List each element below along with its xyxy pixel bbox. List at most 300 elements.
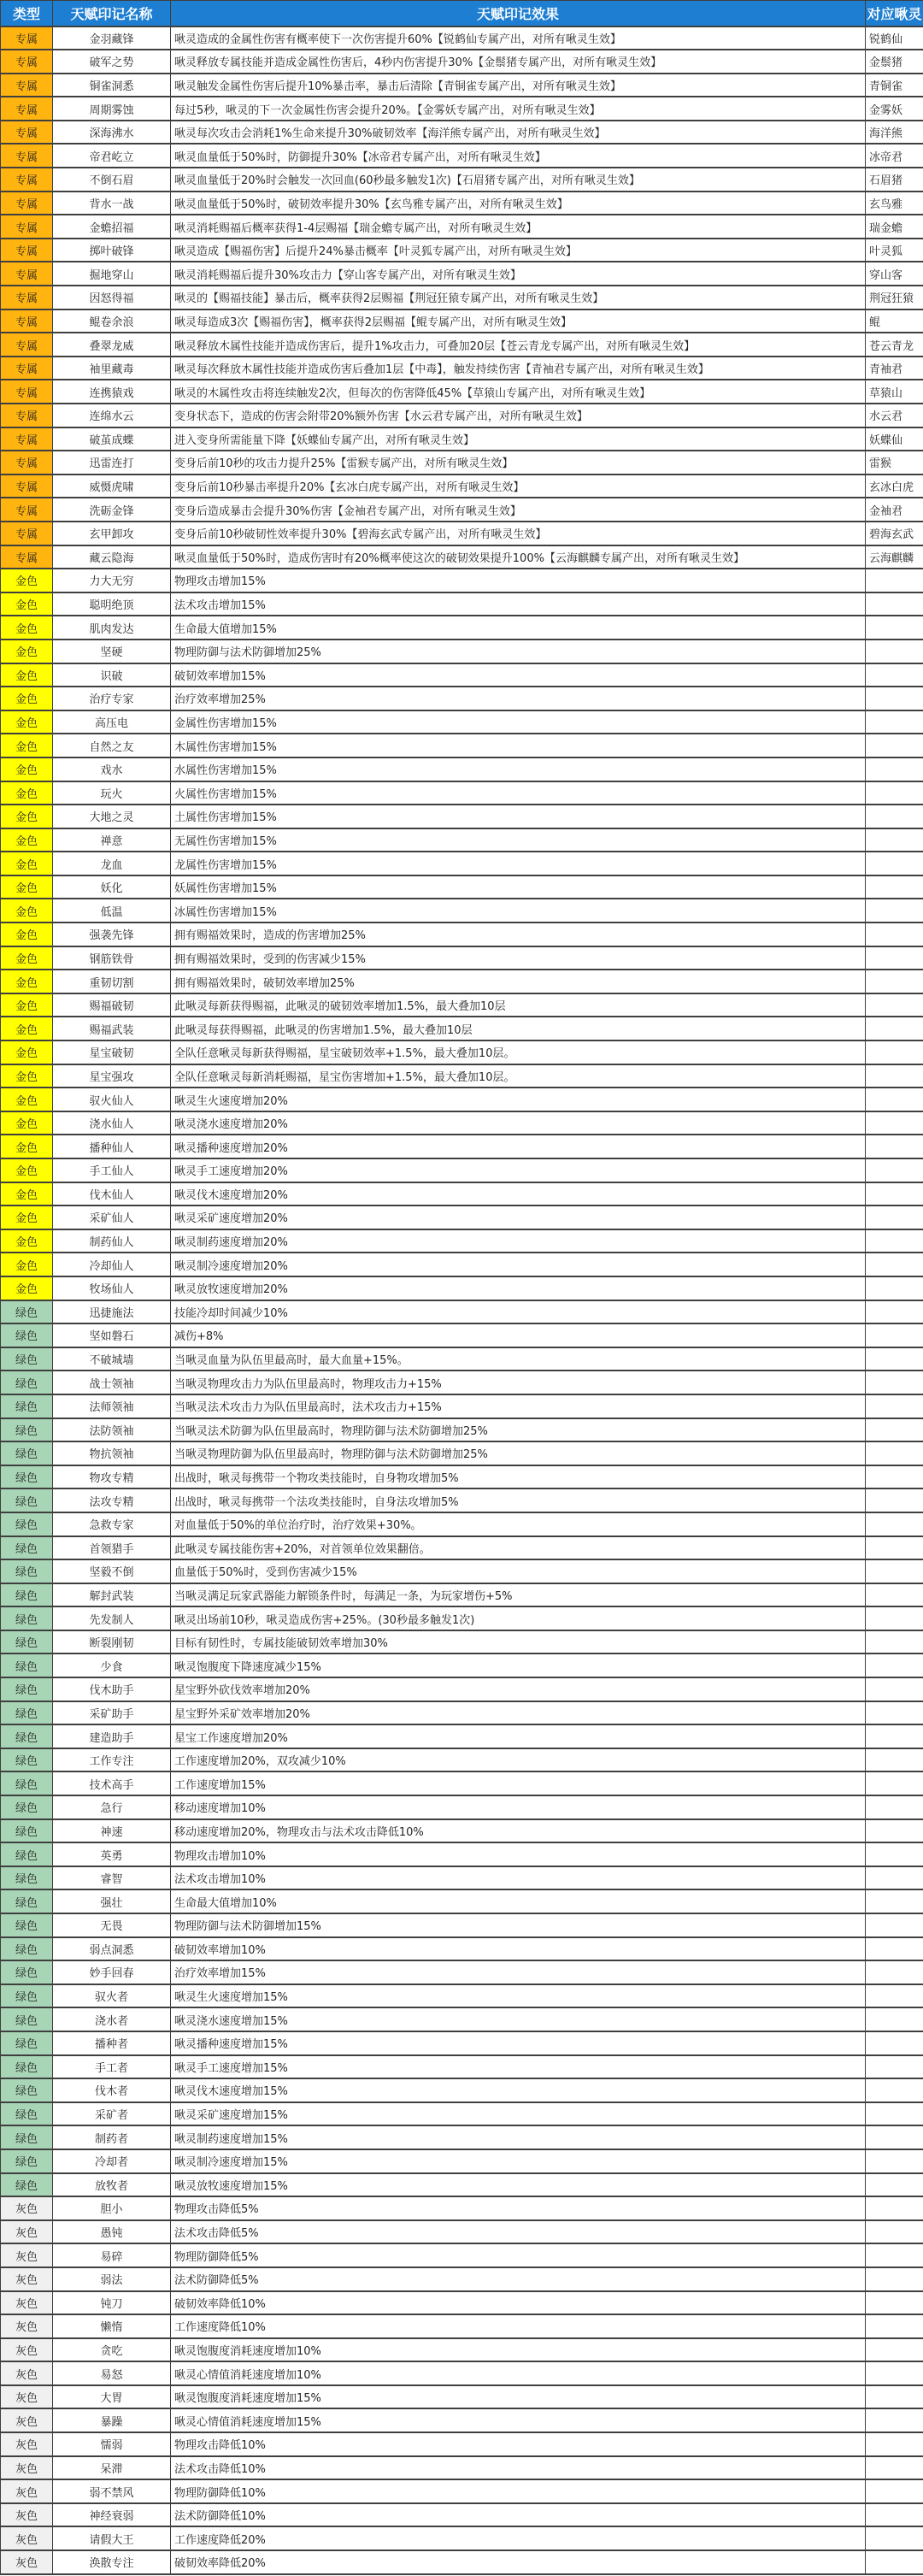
type-cell: 专属 — [1, 215, 53, 239]
type-cell: 绿色 — [1, 1583, 53, 1607]
effect-cell: 全队任意啾灵每新获得赐福，星宝破韧效率+1.5%，最大叠加10层。 — [171, 1040, 866, 1064]
name-cell: 伐木仙人 — [53, 1182, 171, 1206]
type-cell: 专属 — [1, 192, 53, 215]
name-cell: 神经衰弱 — [53, 2503, 171, 2527]
name-cell: 呆滞 — [53, 2456, 171, 2480]
pet-cell — [866, 2055, 923, 2079]
effect-cell: 啾灵手工速度增加20% — [171, 1158, 866, 1182]
table-row — [1, 2526, 923, 2550]
table-row — [1, 1088, 923, 1111]
table-row — [1, 1795, 923, 1819]
name-cell: 金羽藏锋 — [53, 27, 171, 50]
effect-cell: 工作速度增加15% — [171, 1771, 866, 1795]
name-cell: 强壮 — [53, 1889, 171, 1913]
type-cell: 绿色 — [1, 1559, 53, 1583]
table-row — [1, 1253, 923, 1276]
table-row — [1, 1653, 923, 1677]
pet-cell — [866, 2385, 923, 2409]
table-row — [1, 333, 923, 357]
name-cell: 贪吃 — [53, 2338, 171, 2362]
effect-cell: 啾灵制药速度增加20% — [171, 1229, 866, 1253]
table-row — [1, 828, 923, 852]
type-cell: 金色 — [1, 1135, 53, 1158]
name-cell: 采矿者 — [53, 2102, 171, 2126]
table-row — [1, 1205, 923, 1229]
table-row — [1, 710, 923, 734]
table-row — [1, 2267, 923, 2291]
table-row — [1, 2338, 923, 2362]
type-cell: 金色 — [1, 640, 53, 663]
table-row — [1, 1347, 923, 1371]
table-row — [1, 2007, 923, 2031]
effect-cell: 生命最大值增加15% — [171, 616, 866, 640]
table-row — [1, 1724, 923, 1748]
effect-cell: 每过5秒，啾灵的下一次金属性伤害会提升20%。【金雾妖专属产出，对所有啾灵生效】 — [171, 97, 866, 121]
type-cell: 金色 — [1, 1182, 53, 1206]
type-cell: 专属 — [1, 144, 53, 168]
effect-cell: 当啾灵法术防御为队伍里最高时，物理防御与法术防御增加25% — [171, 1418, 866, 1442]
table-row — [1, 2078, 923, 2102]
table-row — [1, 781, 923, 805]
name-cell: 冷却仙人 — [53, 1253, 171, 1276]
type-cell: 绿色 — [1, 2055, 53, 2079]
pet-cell — [866, 828, 923, 852]
table-row — [1, 663, 923, 687]
type-cell: 绿色 — [1, 2031, 53, 2055]
pet-cell: 海洋熊 — [866, 121, 923, 144]
effect-cell: 星宝野外采矿效率增加20% — [171, 1701, 866, 1725]
table-row — [1, 2456, 923, 2480]
type-cell: 金色 — [1, 993, 53, 1017]
name-cell: 牧场仙人 — [53, 1276, 171, 1300]
table-row — [1, 1984, 923, 2008]
table-row — [1, 2361, 923, 2385]
table-row — [1, 262, 923, 286]
effect-cell: 啾灵生火速度增加20% — [171, 1088, 866, 1111]
table-row — [1, 357, 923, 380]
name-cell: 法攻专精 — [53, 1488, 171, 1512]
pet-cell — [866, 1229, 923, 1253]
pet-cell — [866, 1064, 923, 1088]
effect-cell: 工作速度降低10% — [171, 2314, 866, 2338]
type-cell: 专属 — [1, 27, 53, 50]
pet-cell — [866, 2220, 923, 2244]
name-cell: 禅意 — [53, 828, 171, 852]
name-cell: 驭火者 — [53, 1984, 171, 2008]
table-row — [1, 2314, 923, 2338]
pet-cell — [866, 1724, 923, 1748]
name-cell: 弱点洞悉 — [53, 1937, 171, 1961]
table-row — [1, 1300, 923, 1324]
table-row — [1, 852, 923, 875]
name-cell: 技术高手 — [53, 1771, 171, 1795]
effect-cell: 啾灵释放木属性技能并造成伤害后，提升1%攻击力，可叠加20层【苍云青龙专属产出，对所有啾灵生效】 — [171, 333, 866, 357]
pet-cell — [866, 1394, 923, 1418]
type-cell: 金色 — [1, 663, 53, 687]
name-cell: 伐木助手 — [53, 1677, 171, 1701]
name-cell: 采矿仙人 — [53, 1205, 171, 1229]
pet-cell: 玄鸟雅 — [866, 192, 923, 215]
effect-cell: 啾灵伐木速度增加20% — [171, 1182, 866, 1206]
type-cell: 专属 — [1, 357, 53, 380]
effect-cell: 啾灵每次攻击会消耗1%生命来提升30%破韧效率【海洋熊专属产出，对所有啾灵生效】 — [171, 121, 866, 144]
pet-cell: 金鬃猪 — [866, 50, 923, 74]
pet-cell — [866, 1984, 923, 2008]
effect-cell: 全队任意啾灵每新消耗赐福，星宝伤害增加+1.5%，最大叠加10层。 — [171, 1064, 866, 1088]
name-cell: 星宝强攻 — [53, 1064, 171, 1088]
pet-cell — [866, 1111, 923, 1135]
type-cell: 绿色 — [1, 1819, 53, 1843]
name-cell: 因怒得福 — [53, 286, 171, 309]
pet-cell — [866, 1488, 923, 1512]
table-row — [1, 1158, 923, 1182]
type-cell: 专属 — [1, 309, 53, 333]
effect-cell: 变身后前10秒的攻击力提升25%【雷猴专属产出，对所有啾灵生效】 — [171, 451, 866, 475]
type-cell: 绿色 — [1, 1960, 53, 1984]
effect-cell: 啾灵每次释放木属性技能并造成伤害后叠加1层【中毒】，触发持续伤害【青袖君专属产出，对所有啾灵生效】 — [171, 357, 866, 380]
pet-cell — [866, 2456, 923, 2480]
effect-cell: 啾灵制冷速度增加15% — [171, 2149, 866, 2173]
name-cell: 制药者 — [53, 2125, 171, 2149]
name-cell: 聪明绝顶 — [53, 592, 171, 616]
effect-cell: 啾灵饱腹度消耗速度增加15% — [171, 2385, 866, 2409]
type-cell: 金色 — [1, 1158, 53, 1182]
pet-cell — [866, 1701, 923, 1725]
effect-cell: 当啾灵血量为队伍里最高时，最大血量+15%。 — [171, 1347, 866, 1371]
effect-cell: 啾灵采矿速度增加15% — [171, 2102, 866, 2126]
effect-cell: 啾灵采矿速度增加20% — [171, 1205, 866, 1229]
name-cell: 弱法 — [53, 2267, 171, 2291]
table-row — [1, 192, 923, 215]
type-cell: 金色 — [1, 828, 53, 852]
name-cell: 涣散专注 — [53, 2550, 171, 2574]
table-row — [1, 121, 923, 144]
type-cell: 金色 — [1, 616, 53, 640]
table-row — [1, 2432, 923, 2456]
effect-cell: 啾灵释放专属技能并造成金属性伤害后，4秒内伤害提升30%【金鬃猪专属产出，对所有啾灵生效】 — [171, 50, 866, 74]
name-cell: 金蟾招福 — [53, 215, 171, 239]
effect-cell: 物理防御与法术防御增加15% — [171, 1913, 866, 1937]
table-row — [1, 1819, 923, 1843]
name-cell: 急救专家 — [53, 1512, 171, 1536]
table-row — [1, 1323, 923, 1347]
effect-cell: 物理攻击降低5% — [171, 2196, 866, 2220]
effect-cell: 拥有赐福效果时，受到的伤害减少15% — [171, 946, 866, 970]
type-cell: 灰色 — [1, 2456, 53, 2480]
type-cell: 金色 — [1, 1205, 53, 1229]
pet-cell: 冰帝君 — [866, 144, 923, 168]
table-body — [1, 27, 923, 2574]
effect-cell: 啾灵制药速度增加15% — [171, 2125, 866, 2149]
pet-cell: 草猿山 — [866, 380, 923, 404]
effect-cell: 进入变身所需能量下降【妖蝶仙专属产出，对所有啾灵生效】 — [171, 427, 866, 451]
pet-cell — [866, 1205, 923, 1229]
table-row — [1, 144, 923, 168]
name-cell: 不倒石眉 — [53, 168, 171, 192]
table-row — [1, 2385, 923, 2409]
name-cell: 坚如磐石 — [53, 1323, 171, 1347]
pet-cell: 青铜雀 — [866, 74, 923, 97]
pet-cell — [866, 1771, 923, 1795]
pet-cell — [866, 2314, 923, 2338]
table-row — [1, 74, 923, 97]
pet-cell — [866, 2526, 923, 2550]
table-row — [1, 2055, 923, 2079]
type-cell: 专属 — [1, 498, 53, 522]
table-row — [1, 1040, 923, 1064]
effect-cell: 妖属性伤害增加15% — [171, 875, 866, 899]
type-cell: 专属 — [1, 97, 53, 121]
effect-cell: 水属性伤害增加15% — [171, 757, 866, 781]
pet-cell: 叶灵狐 — [866, 239, 923, 262]
pet-cell — [866, 1677, 923, 1701]
table-row — [1, 1583, 923, 1607]
name-cell: 钢筋铁骨 — [53, 946, 171, 970]
effect-cell: 当啾灵满足玩家武器能力解锁条件时，每满足一条，为玩家增伤+5% — [171, 1583, 866, 1607]
table-row — [1, 1677, 923, 1701]
pet-cell — [866, 2291, 923, 2315]
type-cell: 专属 — [1, 168, 53, 192]
effect-cell: 龙属性伤害增加15% — [171, 852, 866, 875]
pet-cell — [866, 1583, 923, 1607]
name-cell: 神速 — [53, 1819, 171, 1843]
effect-cell: 啾灵伐木速度增加15% — [171, 2078, 866, 2102]
pet-cell — [866, 1418, 923, 1442]
name-cell: 懒惰 — [53, 2314, 171, 2338]
effect-cell: 啾灵生火速度增加15% — [171, 1984, 866, 2008]
type-cell: 灰色 — [1, 2243, 53, 2267]
type-cell: 专属 — [1, 404, 53, 427]
type-cell: 灰色 — [1, 2479, 53, 2503]
effect-cell: 工作速度降低20% — [171, 2526, 866, 2550]
table-row — [1, 946, 923, 970]
name-cell: 懦弱 — [53, 2432, 171, 2456]
type-cell: 专属 — [1, 545, 53, 569]
pet-cell: 雷猴 — [866, 451, 923, 475]
effect-cell: 破韧效率降低20% — [171, 2550, 866, 2574]
name-cell: 洗砺金锋 — [53, 498, 171, 522]
type-cell: 专属 — [1, 74, 53, 97]
name-cell: 采矿助手 — [53, 1701, 171, 1725]
table-row — [1, 1111, 923, 1135]
pet-cell — [866, 2503, 923, 2527]
pet-cell: 碧海玄武 — [866, 522, 923, 545]
pet-cell — [866, 1559, 923, 1583]
type-cell: 金色 — [1, 1017, 53, 1040]
pet-cell — [866, 734, 923, 757]
table-row — [1, 1842, 923, 1866]
pet-cell: 玄冰白虎 — [866, 475, 923, 498]
effect-cell: 移动速度增加10% — [171, 1795, 866, 1819]
name-cell: 藏云隐海 — [53, 545, 171, 569]
pet-cell — [866, 569, 923, 592]
effect-cell: 火属性伤害增加15% — [171, 781, 866, 805]
effect-cell: 当啾灵法术攻击力为队伍里最高时，法术攻击力+15% — [171, 1394, 866, 1418]
type-cell: 金色 — [1, 805, 53, 828]
name-cell: 自然之友 — [53, 734, 171, 757]
name-cell: 坚毅不倒 — [53, 1559, 171, 1583]
type-cell: 金色 — [1, 757, 53, 781]
name-cell: 铜雀洞悉 — [53, 74, 171, 97]
table-row — [1, 451, 923, 475]
pet-cell — [866, 923, 923, 946]
pet-cell — [866, 1088, 923, 1111]
type-cell: 绿色 — [1, 2078, 53, 2102]
pet-cell — [866, 1606, 923, 1630]
table-row — [1, 309, 923, 333]
table-row — [1, 2173, 923, 2197]
name-cell: 钝刀 — [53, 2291, 171, 2315]
effect-cell: 物理攻击增加15% — [171, 569, 866, 592]
effect-cell: 此啾灵每新获得赐福，此啾灵的破韧效率增加1.5%，最大叠加10层 — [171, 993, 866, 1017]
pet-cell — [866, 2196, 923, 2220]
table-row — [1, 215, 923, 239]
type-cell: 金色 — [1, 569, 53, 592]
effect-cell: 啾灵血量低于20%时会触发一次回血(60秒最多触发1次)【石眉猪专属产出，对所有啾灵生效】 — [171, 168, 866, 192]
name-cell: 鲲卷余浪 — [53, 309, 171, 333]
type-cell: 专属 — [1, 451, 53, 475]
pet-cell: 苍云青龙 — [866, 333, 923, 357]
table-row — [1, 168, 923, 192]
type-cell: 绿色 — [1, 1937, 53, 1961]
pet-cell — [866, 852, 923, 875]
name-cell: 帝君屹立 — [53, 144, 171, 168]
pet-cell — [866, 592, 923, 616]
table-row — [1, 1630, 923, 1654]
name-cell: 浇水者 — [53, 2007, 171, 2031]
table-row — [1, 1229, 923, 1253]
pet-cell — [866, 1371, 923, 1394]
pet-cell — [866, 2432, 923, 2456]
name-cell: 请假大王 — [53, 2526, 171, 2550]
effect-cell: 啾灵血量低于50%时，防御提升30%【冰帝君专属产出，对所有啾灵生效】 — [171, 144, 866, 168]
table-row — [1, 1866, 923, 1890]
table-row — [1, 475, 923, 498]
type-cell: 绿色 — [1, 1701, 53, 1725]
name-cell: 掘地穿山 — [53, 262, 171, 286]
name-cell: 法师领袖 — [53, 1394, 171, 1418]
effect-cell: 当啾灵物理攻击力为队伍里最高时，物理攻击力+15% — [171, 1371, 866, 1394]
table-row — [1, 1559, 923, 1583]
effect-cell: 变身后造成暴击会提升30%伤害【金袖君专属产出，对所有啾灵生效】 — [171, 498, 866, 522]
table-row — [1, 380, 923, 404]
effect-cell: 金属性伤害增加15% — [171, 710, 866, 734]
type-cell: 绿色 — [1, 2149, 53, 2173]
type-cell: 金色 — [1, 1111, 53, 1135]
type-cell: 专属 — [1, 427, 53, 451]
pet-cell — [866, 2550, 923, 2574]
type-cell: 金色 — [1, 710, 53, 734]
effect-cell: 啾灵每造成3次【赐福伤害】，概率获得2层赐福【鲲专属产出，对所有啾灵生效】 — [171, 309, 866, 333]
name-cell: 识破 — [53, 663, 171, 687]
type-cell: 灰色 — [1, 2503, 53, 2527]
name-cell: 赐福破韧 — [53, 993, 171, 1017]
table-row — [1, 2550, 923, 2574]
table-row — [1, 2220, 923, 2244]
effect-cell: 啾灵饱腹度下降速度减少15% — [171, 1653, 866, 1677]
effect-cell: 啾灵消耗赐福后概率获得1-4层赐福【瑞金蟾专属产出，对所有啾灵生效】 — [171, 215, 866, 239]
pet-cell: 瑞金蟾 — [866, 215, 923, 239]
table-row — [1, 1135, 923, 1158]
effect-cell: 目标有韧性时，专属技能破韧效率增加30% — [171, 1630, 866, 1654]
name-cell: 治疗专家 — [53, 687, 171, 710]
effect-cell: 啾灵造成【赐福伤害】后提升24%暴击概率【叶灵狐专属产出，对所有啾灵生效】 — [171, 239, 866, 262]
type-cell: 灰色 — [1, 2385, 53, 2409]
table-row — [1, 569, 923, 592]
name-cell: 星宝破韧 — [53, 1040, 171, 1064]
pet-cell — [866, 1630, 923, 1654]
effect-cell: 变身后前10秒暴击率提升20%【玄冰白虎专属产出，对所有啾灵生效】 — [171, 475, 866, 498]
pet-cell: 荆冠狂猿 — [866, 286, 923, 309]
effect-cell: 减伤+8% — [171, 1323, 866, 1347]
table-row — [1, 875, 923, 899]
table-row — [1, 1606, 923, 1630]
pet-cell — [866, 2007, 923, 2031]
type-cell: 绿色 — [1, 1984, 53, 2008]
effect-cell: 啾灵血量低于50%时，造成伤害时有20%概率使这次的破韧效果提升100%【云海麒麟专属产出，对所有啾灵生效】 — [171, 545, 866, 569]
effect-cell: 出战时，啾灵每携带一个法攻类技能时，自身法攻增加5% — [171, 1488, 866, 1512]
pet-cell — [866, 1512, 923, 1536]
pet-cell — [866, 1441, 923, 1465]
name-cell: 大胃 — [53, 2385, 171, 2409]
effect-cell: 当啾灵物理防御为队伍里最高时，物理防御与法术防御增加25% — [171, 1441, 866, 1465]
type-cell: 金色 — [1, 970, 53, 993]
table-row — [1, 545, 923, 569]
name-cell: 玄甲卸攻 — [53, 522, 171, 545]
type-cell: 灰色 — [1, 2526, 53, 2550]
type-cell: 金色 — [1, 923, 53, 946]
table-row — [1, 1276, 923, 1300]
name-cell: 龙血 — [53, 852, 171, 875]
table-row — [1, 2149, 923, 2173]
pet-cell — [866, 1347, 923, 1371]
pet-cell — [866, 757, 923, 781]
name-cell: 睿智 — [53, 1866, 171, 1890]
table-row — [1, 734, 923, 757]
name-cell: 威慑虎啸 — [53, 475, 171, 498]
table-row — [1, 1889, 923, 1913]
effect-cell: 啾灵饱腹度消耗速度增加10% — [171, 2338, 866, 2362]
name-cell: 连绵水云 — [53, 404, 171, 427]
pet-cell: 青袖君 — [866, 357, 923, 380]
type-cell: 金色 — [1, 852, 53, 875]
pet-cell: 云海麒麟 — [866, 545, 923, 569]
effect-cell: 拥有赐福效果时，造成的伤害增加25% — [171, 923, 866, 946]
type-cell: 绿色 — [1, 1795, 53, 1819]
column-header-pet: 对应啾灵 — [866, 1, 923, 27]
type-cell: 灰色 — [1, 2432, 53, 2456]
name-cell: 物抗领袖 — [53, 1441, 171, 1465]
type-cell: 金色 — [1, 1040, 53, 1064]
name-cell: 少食 — [53, 1653, 171, 1677]
effect-cell: 物理防御降低10% — [171, 2479, 866, 2503]
column-header-mark-effect: 天赋印记效果 — [171, 1, 866, 27]
pet-cell — [866, 781, 923, 805]
table-row — [1, 1441, 923, 1465]
name-cell: 不破城墙 — [53, 1347, 171, 1371]
name-cell: 无畏 — [53, 1913, 171, 1937]
type-cell: 绿色 — [1, 1300, 53, 1324]
type-cell: 绿色 — [1, 1771, 53, 1795]
effect-cell: 工作速度增加20%，双攻减少10% — [171, 1748, 866, 1772]
effect-cell: 拥有赐福效果时，破韧效率增加25% — [171, 970, 866, 993]
table-row — [1, 1748, 923, 1772]
pet-cell: 穿山客 — [866, 262, 923, 286]
name-cell: 易碎 — [53, 2243, 171, 2267]
name-cell: 大地之灵 — [53, 805, 171, 828]
type-cell: 绿色 — [1, 1724, 53, 1748]
name-cell: 赐福武装 — [53, 1017, 171, 1040]
